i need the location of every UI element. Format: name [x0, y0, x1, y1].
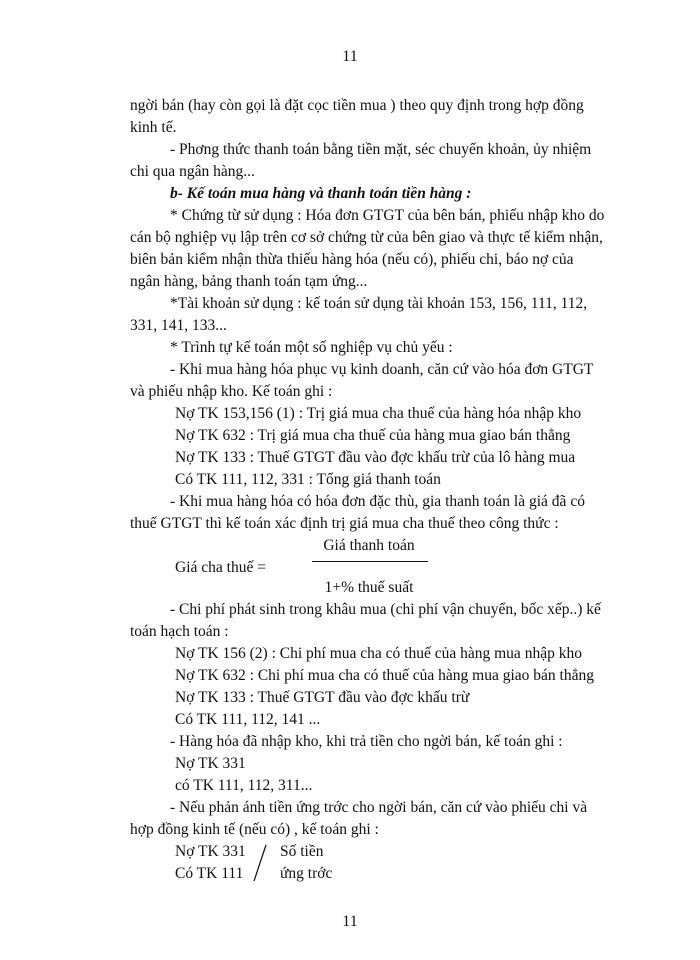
formula-lhs: Giá cha thuế =: [175, 559, 266, 576]
journal-entry: Nợ TK 632 : Trị giá mua cha thuế của hàng mua giao bán thẳng: [175, 427, 571, 444]
split-amount-label-2: ứng trớc: [280, 865, 333, 882]
split-amount-label: Số tiền: [280, 843, 324, 860]
split-credit: Có TK 111: [175, 865, 244, 882]
paragraph-line: - Phơng thức thanh toán bằng tiền mặt, séc chuyển khoản, ủy nhiệm: [170, 141, 592, 158]
journal-entry: Nợ TK 133 : Thuế GTGT đầu vào đợc khấu trừ: [175, 689, 470, 706]
paragraph-line: ngời bán (hay còn gọi là đặt cọc tiền mua ) theo quy định trong hợp đồng: [130, 97, 584, 114]
journal-entry: Nợ TK 133 : Thuế GTGT đầu vào đợc khấu trừ của lô hàng mua: [175, 449, 576, 466]
paragraph-line: cán bộ nghiệp vụ lập trên cơ sở chứng từ của bên giao và thực tế kiểm nhận,: [130, 229, 603, 246]
paragraph-line: thuế GTGT thì kế toán xác định trị giá mua cha thuế theo công thức :: [130, 515, 559, 532]
paragraph-line: - Khi mua hàng hóa có hóa đơn đặc thù, gia thanh toán là giá đã có: [170, 493, 585, 510]
paragraph-line: * Chứng từ sử dụng : Hóa đơn GTGT của bên bán, phiếu nhập kho do: [170, 207, 605, 224]
paragraph-line: kinh tế.: [130, 119, 177, 136]
split-debit: Nợ TK 331: [175, 843, 246, 860]
advance-payment-entry: [130, 841, 638, 885]
page-number-bottom: 11: [342, 913, 358, 930]
journal-entry: Nợ TK 331: [175, 755, 246, 772]
paragraph-line: - Nếu phản ánh tiền ứng trớc cho ngời bán, căn cứ vào phiếu chi và: [170, 799, 588, 816]
journal-entry: có TK 111, 112, 311...: [175, 777, 313, 794]
journal-entry: Có TK 111, 112, 141 ...: [175, 711, 321, 728]
fraction-bar: [312, 561, 428, 562]
paragraph-line: - Chi phí phát sinh trong khâu mua (chi phí vận chuyển, bốc xếp..) kế: [170, 601, 601, 618]
paragraph-line: - Hàng hóa đã nhập kho, khi trả tiền cho ngời bán, kế toán ghi :: [170, 733, 563, 750]
paragraph-line: toán hạch toán :: [130, 623, 229, 640]
paragraph-line: chi qua ngân hàng...: [130, 163, 255, 180]
paragraph-line: 331, 141, 133...: [130, 317, 227, 334]
page-number-top: 11: [342, 48, 358, 65]
formula-numerator: Giá thanh toán: [323, 537, 415, 554]
section-heading: b- Kế toán mua hàng và thanh toán tiền hàng :: [170, 185, 472, 202]
journal-entry: Nợ TK 156 (2) : Chi phí mua cha có thuế của hàng mua nhập kho: [175, 645, 582, 662]
journal-entry: Có TK 111, 112, 331 : Tổng giá thanh toán: [175, 471, 441, 488]
paragraph-line: - Khi mua hàng hóa phục vụ kinh doanh, căn cứ vào hóa đơn GTGT: [170, 361, 594, 378]
paragraph-line: và phiếu nhập kho. Kế toán ghi :: [130, 383, 333, 400]
document-body: [130, 95, 638, 885]
paragraph-line: * Trình tự kế toán một số nghiệp vụ chủ yếu :: [170, 339, 453, 356]
paragraph-line: *Tài khoản sử dụng : kế toán sử dụng tài khoản 153, 156, 111, 112,: [170, 295, 588, 312]
price-formula: [130, 533, 638, 599]
slash-divider: [248, 843, 272, 883]
paragraph-line: ngân hàng, bảng thanh toán tạm ứng...: [130, 273, 368, 290]
journal-entry: Nợ TK 632 : Chi phí mua cha có thuế của hàng mua giao bán thẳng: [175, 667, 594, 684]
paragraph-line: biên bản kiểm nhận thừa thiếu hàng hóa (nếu có), phiếu chi, báo nợ của: [130, 251, 574, 268]
formula-denominator: 1+% thuế suất: [324, 579, 414, 596]
paragraph-line: hợp đồng kinh tế (nếu có) , kế toán ghi :: [130, 821, 379, 838]
journal-entry: Nợ TK 153,156 (1) : Trị giá mua cha thuế của hàng hóa nhập kho: [175, 405, 582, 422]
